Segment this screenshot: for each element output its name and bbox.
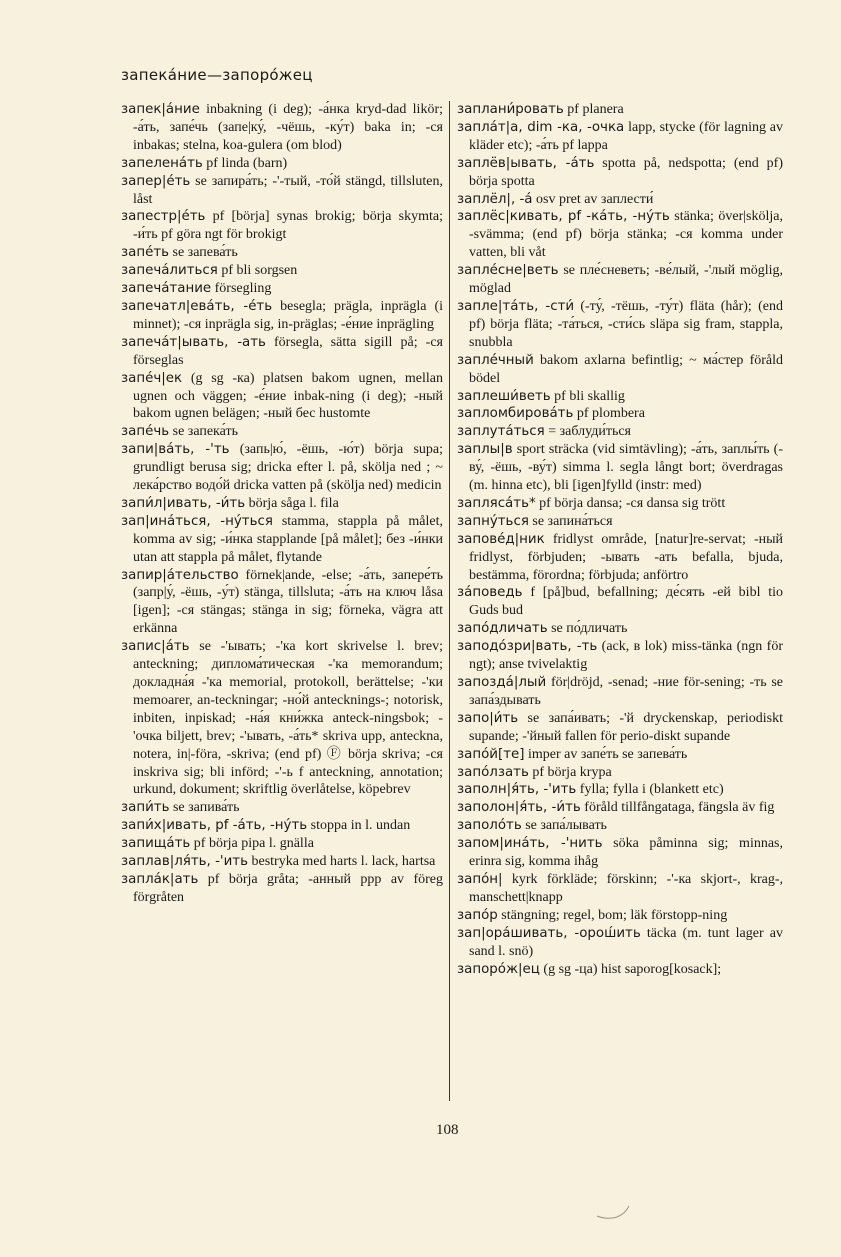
dictionary-entry	[121, 853, 443, 871]
dictionary-entry	[121, 871, 443, 907]
dictionary-entry	[121, 835, 443, 853]
dictionary-entry	[457, 191, 783, 209]
entry-headword: запоро́ж|ец	[457, 961, 540, 977]
entry-definition: pf bli sorgsen	[221, 263, 298, 279]
dictionary-entry	[457, 799, 783, 817]
entry-definition: börja såga l. fila	[248, 495, 339, 511]
entry-definition: se -'ывать; -'ка kort skrivelse l. brev; anteckning; диплома́тическая -'ка memorandum; докладна́я -'ка memorial, protokoll, berättelse; -'ки memoarer, an-teckningar; -но́й antecknings-; notorisk, inbiten, inpiskad; -на́я кни́жка anteck-ningsbok; -'очка biljett, brev; -'ывать, -а́ть* skriva upp, anteckna, notera, in|-föra, -skriva; (end pf) Ⓕ börja skriva; -ся inskriva sig; bli införd; -'-ь f anteckning, annotation; urkund, dokument; skriftlig överlåtelse, köpebrev	[133, 639, 444, 798]
dictionary-entry	[457, 405, 783, 423]
entry-definition: stängning; regel, bom; läk förstopp-ning	[501, 907, 728, 923]
entry-headword: запе́ч|ек	[121, 370, 183, 386]
entry-headword: заполн|я́ть, -'ить	[457, 782, 577, 798]
dictionary-entry	[457, 710, 783, 746]
dictionary-entry	[121, 495, 443, 513]
dictionary-entry	[121, 155, 443, 173]
entry-definition: lapp, stycke (för lagning av kläder etc); -а́ть pf lappa	[469, 119, 784, 153]
dictionary-entry	[457, 764, 783, 782]
entry-headword: запо́р	[457, 907, 498, 923]
entry-headword: запестр|е́ть	[121, 209, 206, 225]
entry-headword: заполо́ть	[457, 818, 522, 834]
entry-definition: försegla, sätta sigill på; -ся förseglas	[133, 334, 443, 368]
entry-headword: запла́т|а, dim -ка, -очка	[457, 119, 625, 135]
entry-headword: заполон|я́ть, -и́ть	[457, 800, 581, 816]
dictionary-entry	[457, 101, 783, 119]
dictionary-entry	[121, 208, 443, 244]
entry-headword: запле|та́ть, -сти́	[457, 298, 575, 314]
dictionary-entry	[457, 513, 783, 531]
entry-headword: заплёс|кивать, pf -ка́ть, -ну́ть	[457, 209, 670, 225]
entry-headword: запи́х|ивать, pf -а́ть, -ну́ть	[121, 818, 308, 834]
entry-definition: pf börja dansa; -ся dansa sig trött	[539, 495, 726, 511]
entry-headword: заплеши́веть	[457, 388, 551, 404]
dictionary-entry	[121, 173, 443, 209]
dictionary-entry	[457, 907, 783, 925]
entry-headword: запну́ться	[457, 513, 529, 529]
entry-headword: запла́к|ать	[121, 871, 199, 887]
right-column	[457, 101, 783, 978]
entry-definition: bakom axlarna befintlig; ~ ма́стер föråld bödel	[469, 352, 783, 386]
dictionary-entry	[457, 925, 783, 961]
dictionary-entry	[121, 101, 443, 155]
entry-definition: se запина́ться	[532, 513, 613, 529]
dictionary-entry	[121, 799, 443, 817]
dictionary-entry	[457, 746, 783, 764]
dictionary-entry	[121, 567, 443, 639]
entry-headword: заплани́ровать	[457, 102, 564, 117]
entry-headword: зап|ина́ться, -ну́ться	[121, 513, 273, 529]
entry-headword: запеча́т|ывать, -ать	[121, 334, 266, 350]
dictionary-entry	[457, 871, 783, 907]
dictionary-entry	[457, 352, 783, 388]
entry-definition: se запа́лывать	[525, 818, 607, 834]
entry-definition: spotta på, nedspotta; (end pf) börja spotta	[469, 155, 783, 189]
dictionary-entry	[457, 620, 783, 638]
entry-definition: pf börja gråta; -анный ppp av föreg förgråten	[133, 871, 443, 905]
entry-definition: bestryka med harts l. lack, hartsa	[251, 854, 436, 870]
dictionary-entry	[121, 262, 443, 280]
dictionary-entry	[121, 513, 443, 567]
dictionary-entry	[457, 531, 783, 585]
entry-definition: stamma, stappla på målet, komma av sig; -и́нка stapplande [på målet]; без -и́нки utan att stappla på målet, flytande	[133, 513, 444, 565]
entry-headword: заплав|ля́ть, -'ить	[121, 854, 248, 870]
dictionary-entry	[121, 370, 443, 424]
entry-headword: запе́ть	[121, 245, 170, 261]
entry-definition: inbakning (i deg); -а́нка kryd-dad likör; -а́ть, запе́чь (запе|ку́, -чёшь, -ку́т) baka in; -ся inbakas; stelna, koa-gulera (om blod)	[133, 102, 444, 153]
dictionary-entry	[121, 334, 443, 370]
entry-definition: osv pret av заплести́	[536, 191, 654, 207]
entry-definition: besegla; prägla, inprägla (i minnet); -ся inprägla sig, in-präglas; -е́ние inprägling	[133, 298, 443, 332]
entry-definition: föråld tillfångataga, fängsla äv fig	[584, 800, 775, 816]
dictionary-entry	[121, 817, 443, 835]
entry-definition: pf börja krypa	[532, 764, 612, 780]
entry-definition: se запа́ивать; -'й dryckenskap, periodiskt supande; -'йный fallen för perio-diskt supande	[469, 710, 783, 744]
entry-headword: запелена́ть	[121, 155, 203, 171]
entry-definition: fridlyst område, [natur]re-servat; -ный fridlyst, förbjuden; -ывать -ать befalla, bjuda, bestämma, förordna; förbjuda; anförtro	[469, 531, 784, 583]
entry-headword: запломбирова́ть	[457, 406, 574, 422]
entry-headword: запер|е́ть	[121, 173, 191, 189]
entry-headword: за́поведь	[457, 585, 523, 601]
dictionary-entry	[457, 423, 783, 441]
dictionary-entry	[457, 298, 783, 352]
entry-headword: запи́л|ивать, -и́ть	[121, 495, 246, 511]
entry-definition: pf bli skallig	[554, 388, 625, 404]
entry-headword: запеча́тание	[121, 281, 212, 297]
entry-definition: kyrk förkläde; förskinn; -'-ка skjort-, krag-, manschett|knapp	[469, 871, 783, 905]
entry-headword: запляса́ть*	[457, 495, 536, 511]
entry-headword: запозда́|лый	[457, 675, 547, 690]
dictionary-entry	[457, 441, 783, 495]
entry-definition: fylla; fylla i (blankett etc)	[579, 782, 724, 798]
entry-definition: pf börja pipa l. gnälla	[193, 836, 314, 852]
entry-definition: sport sträcka (vid simtävling); -а́ть, заплы́ть (-ву́, -ёшь, -ву́т) simma l. segla långt bort; överdragas (m. hinna etc), bli [igen]fylld (instr: med)	[469, 442, 783, 494]
entry-definition: se запека́ть	[172, 424, 238, 440]
entry-definition: se пле́сневеть; -ве́лый, -'лый möglig, möglad	[469, 263, 783, 297]
entry-definition: se по́дличать	[551, 621, 628, 637]
entry-headword: запища́ть	[121, 836, 191, 852]
entry-headword: запис|а́ть	[121, 639, 190, 655]
dictionary-entry	[457, 781, 783, 799]
running-head: запека́ние—запоро́жец	[121, 66, 313, 84]
entry-definition: (g sg -ца) hist saporog[kosack];	[543, 961, 722, 977]
entry-headword: запек|а́ние	[121, 102, 200, 117]
dictionary-entry	[121, 423, 443, 441]
entry-definition: se запира́ть; -'-тый, -то́й stängd, tillsluten, låst	[133, 173, 444, 207]
entry-definition: pf planera	[567, 102, 624, 117]
entry-definition: (запь|ю́, -ёшь, -ю́т) börja supa; grundligt berusa sig; dricka efter l. på, skölja ned ; ~ лека́рство водо́й dricka vatten på (skölja ned) medicin	[133, 442, 444, 494]
dictionary-entry	[457, 835, 783, 871]
entry-headword: заподо́зри|вать, -ть	[457, 639, 598, 655]
dictionary-entry	[457, 208, 783, 262]
page-number: 108	[436, 1122, 459, 1138]
entry-definition: pf [börja] synas brokig; börja skymta; -и́ть pf göra ngt för brokigt	[133, 209, 444, 243]
entry-definition: f [på]bud, befallning; де́сять -ей bibl tio Guds bud	[469, 585, 783, 619]
entry-headword: запи́ть	[121, 800, 170, 816]
entry-headword: запо́дличать	[457, 621, 548, 637]
entry-definition: (ack, в lok) miss-tänka (ngn för ngt); anse tvivelaktig	[469, 639, 783, 673]
entry-headword: заплёл|, -а́	[457, 191, 533, 207]
entry-definition: imper av запе́ть se запева́ть	[527, 746, 688, 762]
entry-headword: запо́й[те]	[457, 746, 525, 762]
entry-headword: запи|ва́ть, -'ть	[121, 442, 230, 458]
dictionary-entry	[121, 638, 443, 799]
dictionary-entry	[457, 674, 783, 710]
entry-headword: запе́чь	[121, 424, 170, 440]
dictionary-entry	[457, 119, 783, 155]
dictionary-entry	[457, 262, 783, 298]
entry-headword: запле́чный	[457, 352, 534, 368]
dictionary-entry	[457, 817, 783, 835]
left-column	[121, 101, 443, 907]
entry-definition: se запева́ть	[172, 245, 238, 261]
entry-headword: запом|ина́ть, -'нить	[457, 836, 603, 852]
entry-headword: заплёв|ывать, -а́ть	[457, 155, 595, 171]
entry-headword: запир|а́тельство	[121, 567, 239, 583]
entry-headword: запо|и́ть	[457, 710, 519, 726]
dictionary-entry	[121, 244, 443, 262]
dictionary-entry	[457, 495, 783, 513]
entry-headword: запо́н|	[457, 871, 503, 887]
entry-headword: запечатл|ева́ть, -е́ть	[121, 298, 273, 314]
entry-definition: stoppa in l. undan	[310, 818, 411, 834]
entry-definition: försegling	[214, 281, 272, 297]
column-divider	[449, 101, 450, 1101]
entry-headword: запеча́литься	[121, 263, 218, 279]
entry-definition: förnek|ande, -else; -а́ть, запере́ть (запр|у́, -ёшь, -у́т) stänga, tillsluta; -а́ть на ключ låsa [igen]; -ся stängas; stänga in sig; förneka, vägra att erkänna	[133, 567, 443, 637]
dictionary-entry	[457, 388, 783, 406]
entry-definition: stänka; över|skölja, -svämma; (end pf) börja stänka; -ся komma under vatten, bli våt	[469, 209, 783, 261]
dictionary-entry	[121, 298, 443, 334]
entry-definition: pf linda (barn)	[206, 155, 288, 171]
dictionary-entry	[121, 441, 443, 495]
entry-definition: söka påminna sig; minnas, erinra sig, komma ihåg	[469, 836, 783, 870]
dictionary-entry	[457, 155, 783, 191]
entry-headword: заплута́ться	[457, 424, 545, 440]
entry-definition: (-ту́, -тёшь, -ту́т) fläta (hår); (end pf) börja fläta; -та́ться, -сти́сь släpa sig fram, stappla, snubbla	[469, 298, 783, 350]
entry-headword: запле́сне|веть	[457, 263, 559, 279]
dictionary-entry	[457, 961, 783, 979]
entry-definition: för|dröjd, -senad; -ние för-sening; -ть se запа́здывать	[469, 675, 784, 708]
entry-headword: заплы|в	[457, 442, 513, 458]
dictionary-entry	[121, 280, 443, 298]
entry-definition: täcka (m. tunt lager av sand l. snö)	[469, 925, 783, 959]
entry-headword: зап|ора́шивать, -орош́ить	[457, 925, 641, 941]
entry-definition: = заблуди́ться	[548, 424, 631, 440]
dictionary-entry	[457, 638, 783, 674]
entry-definition: se запива́ть	[172, 800, 240, 816]
entry-headword: запо́лзать	[457, 764, 529, 780]
paper-mark	[595, 1202, 631, 1222]
entry-definition: pf plombera	[576, 406, 645, 422]
entry-headword: запове́д|ник	[457, 531, 545, 547]
dictionary-entry	[457, 584, 783, 620]
entry-definition: (g sg -ка) platsen bakom ugnen, mellan ugnen och väggen; -е́ние inbak-ning (i deg); -ный bakom ugnen belägen; -ный бес hustomte	[133, 370, 443, 422]
